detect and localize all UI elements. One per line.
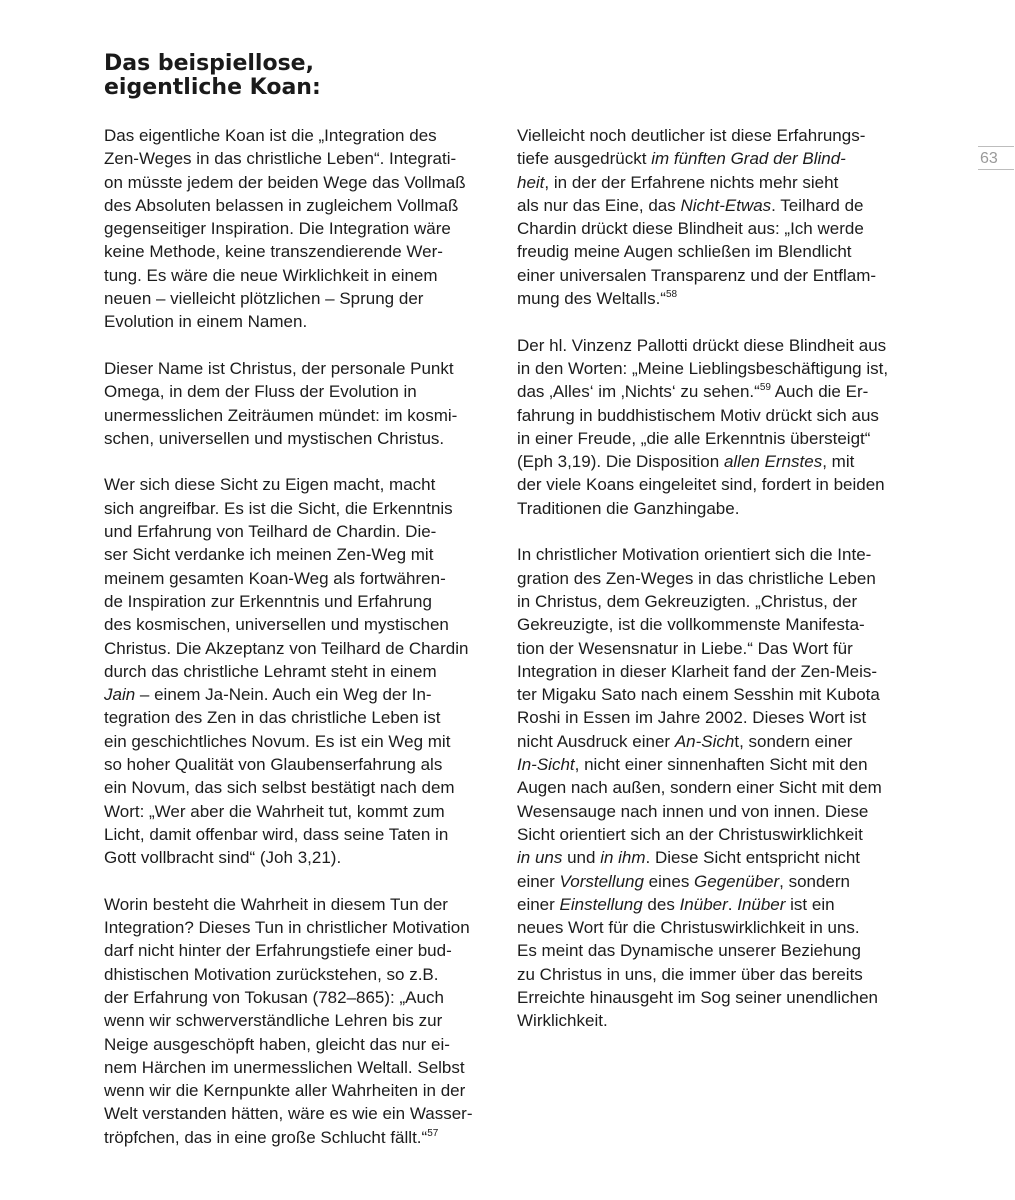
text-line [104,497,484,520]
text-segment: eines [643,871,695,891]
text-segment: nicht Ausdruck einer [517,731,675,751]
italic-text: An-Sich [674,731,735,751]
italic-text: im fünften Grad der Blind- [651,149,846,169]
text-segment: Traditionen die Ganzhingabe. [517,498,740,518]
text-segment: dhistischen Motivation zurückstehen, so z.B. [104,964,439,984]
text-segment: meinem gesamten Koan-Weg als fortwähren- [104,568,446,588]
text-line [517,800,897,823]
text-segment: schen, universellen und mystischen Christus. [104,428,445,448]
text-line [517,357,897,380]
italic-text: Gegenüber [694,871,780,891]
text-line [104,1056,484,1079]
italic-text: Nicht-Etwas [680,195,772,215]
text-segment: der Erfahrung von Tokusan (782–865): „Auch [104,987,444,1007]
text-line [517,264,897,287]
text-line [104,264,484,287]
text-segment: darf nicht hinter der Erfahrungstiefe einer bud- [104,941,452,961]
paragraph-gap [104,870,484,893]
text-line [517,194,897,217]
text-segment: durch das christliche Lehramt steht in einem [104,661,437,681]
text-segment: Integration? Dieses Tun in christlicher Motivation [104,918,470,938]
text-line [104,800,484,823]
italic-text: in uns [517,848,563,868]
text-line [104,590,484,613]
text-segment: ist ein [785,894,835,914]
text-line [104,380,484,403]
text-segment: Welt verstanden hätten, wäre es wie ein Wasser- [104,1104,473,1124]
text-segment: . [727,894,738,914]
paragraph-gap [517,520,897,543]
text-segment: Licht, damit offenbar wird, dass seine Taten in [104,824,449,844]
page-title [104,52,321,100]
text-line [517,939,897,962]
text-segment: t, sondern einer [734,731,853,751]
text-segment: Omega, in dem der Fluss der Evolution in [104,382,417,402]
text-segment: einer [517,871,560,891]
text-line [517,753,897,776]
text-segment: nem Härchen im unermesslichen Weltall. Selbst [104,1057,465,1077]
text-line [104,194,484,217]
text-line [517,124,897,147]
text-segment: Zen-Weges in das christliche Leben“. Integrati- [104,149,457,169]
text-segment: . Diese Sicht entspricht nicht [645,848,861,868]
text-segment: Das eigentliche Koan ist die „Integration des [104,126,437,145]
text-line [517,217,897,240]
text-line [104,1102,484,1125]
text-line [104,427,484,450]
text-line [104,939,484,962]
title-line: Das beispiellose, [104,51,314,76]
text-line [104,240,484,263]
text-segment: und [562,848,601,868]
text-segment: des Absoluten belassen in zugleichem Vollmaß [104,195,459,215]
text-segment: on müsste jedem der beiden Wege das Vollmaß [104,172,466,192]
title-line: eigentliche Koan: [104,75,321,100]
text-line [517,683,897,706]
text-segment: fahrung in buddhistischem Motiv drückt sich aus [517,405,879,425]
text-line [104,776,484,799]
italic-text: Vorstellung [559,871,644,891]
text-segment: wenn wir schwerverständliche Lehren bis zur [104,1011,443,1031]
text-line [517,543,897,566]
text-line [517,404,897,427]
text-segment: Chardin drückt diese Blindheit aus: „Ich werde [517,219,864,239]
text-segment: Wer sich diese Sicht zu Eigen macht, macht [104,475,436,495]
text-segment: . Teilhard de [771,195,864,215]
text-line [104,637,484,660]
text-segment: Neige ausgeschöpft haben, gleicht das nur ei- [104,1034,450,1054]
text-segment: Der hl. Vinzenz Pallotti drückt diese Blindheit aus [517,335,887,355]
text-line [517,730,897,753]
text-line [104,846,484,869]
text-line [104,706,484,729]
italic-text: allen Ernstes [723,452,823,472]
text-line [104,124,484,147]
italic-text: heit [517,172,545,192]
text-line [104,171,484,194]
text-segment: gration des Zen-Weges in das christliche Leben [517,568,876,588]
text-line [104,730,484,753]
text-segment: , in der der Erfahrene nichts mehr sieht [544,172,839,192]
text-segment: In christlicher Motivation orientiert sich die Inte- [517,545,872,565]
right-text-column [517,124,897,1033]
paragraph-gap [104,334,484,357]
text-segment: Christus. Die Akzeptanz von Teilhard de Chardin [104,638,469,658]
text-segment: in den Worten: „Meine Lieblingsbeschäftigung ist, [517,358,889,378]
footnote-ref: 58 [665,289,678,301]
italic-text: in ihm [600,848,646,868]
text-line [104,613,484,636]
text-line [517,986,897,1009]
text-segment: (Eph 3,19). Die Disposition [517,452,724,472]
text-segment: tröpfchen, das in eine große Schlucht fällt.“ [104,1127,428,1147]
text-segment: Integration in dieser Klarheit fand der Zen-Meis- [517,661,878,681]
text-line [517,334,897,357]
text-segment: mung des Weltalls.“ [517,289,666,309]
text-line [517,473,897,496]
text-line [517,567,897,590]
text-segment: Dieser Name ist Christus, der personale Punkt [104,358,454,378]
text-line [104,1126,484,1149]
footnote-ref: 57 [427,1127,439,1139]
text-line [517,893,897,916]
text-segment: Wort: „Wer aber die Wahrheit tut, kommt zum [104,801,445,821]
text-segment: des [642,894,680,914]
italic-text: In-Sicht [517,755,575,775]
text-line [104,520,484,543]
text-line [104,287,484,310]
text-segment: Sicht orientiert sich an der Christuswirklichkeit [517,824,863,844]
text-line [517,380,897,403]
text-line [517,287,897,310]
text-segment: Es meint das Dynamische unserer Beziehung [517,941,861,961]
text-segment: tion der Wesensnatur in Liebe.“ Das Wort für [517,638,853,658]
text-line [517,147,897,170]
text-line [104,473,484,496]
text-segment: keine Methode, keine transzendierende Wer- [104,242,443,262]
text-segment: so hoher Qualität von Glaubenserfahrung als [104,755,443,775]
text-segment: wenn wir die Kernpunkte aller Wahrheiten in der [104,1081,466,1101]
text-segment: tiefe ausgedrückt [517,149,652,169]
text-segment: das ‚Alles‘ im ‚Nichts‘ zu sehen.“ [517,382,760,402]
text-segment: als nur das Eine, das [517,195,681,215]
italic-text: Jain [104,685,136,705]
text-segment: ser Sicht verdanke ich meinen Zen-Weg mit [104,545,434,565]
text-segment: de Inspiration zur Erkenntnis und Erfahrung [104,591,432,611]
text-line [104,753,484,776]
text-segment: tung. Es wäre die neue Wirklichkeit in einem [104,265,438,285]
text-line [104,1009,484,1032]
text-segment: einer [517,894,560,914]
text-line [517,171,897,194]
text-segment: Evolution in einem Namen. [104,312,308,332]
italic-text: Inüber [737,894,786,914]
text-line [104,1033,484,1056]
text-segment: einer universalen Transparenz und der Entflam- [517,265,877,285]
text-line [517,1009,897,1032]
text-line [104,310,484,333]
paragraph-gap [104,450,484,473]
text-segment: freudig meine Augen schließen im Blendlicht [517,242,852,262]
text-segment: Worin besteht die Wahrheit in diesem Tun der [104,894,448,914]
text-segment: Gekreuzigte, ist die vollkommenste Manifesta- [517,615,865,635]
text-segment: , mit [822,452,855,472]
text-line [517,846,897,869]
text-segment: Augen nach außen, sondern einer Sicht mit dem [517,778,882,798]
text-line [104,916,484,939]
text-segment: Vielleicht noch deutlicher ist diese Erfahrungs- [517,126,866,145]
text-segment: Wesensauge nach innen und von innen. Diese [517,801,869,821]
text-line [517,450,897,473]
text-line [104,1079,484,1102]
text-line [517,240,897,263]
text-line [517,706,897,729]
paragraph-gap [517,310,897,333]
text-segment: , sondern [779,871,851,891]
text-segment: Erreichte hinausgeht im Sog seiner unendlichen [517,987,879,1007]
text-line [517,427,897,450]
text-line [517,963,897,986]
text-line [517,637,897,660]
text-segment: , nicht einer sinnenhaften Sicht mit den [574,755,868,775]
text-segment: neues Wort für die Christuswirklichkeit in uns. [517,918,860,938]
footnote-ref: 59 [759,382,771,394]
text-line [104,567,484,590]
text-line [104,217,484,240]
page-number: 63 [978,146,1014,170]
text-line [104,893,484,916]
text-line [104,660,484,683]
text-segment: zu Christus in uns, die immer über das bereits [517,964,863,984]
text-segment: in Christus, dem Gekreuzigten. „Christus, der [517,591,858,611]
text-segment: ein geschichtliches Novum. Es ist ein Weg mit [104,731,451,751]
text-segment: neuen – vielleicht plötzlichen – Sprung der [104,289,424,309]
text-segment: ter Migaku Sato nach einem Sesshin mit Kubota [517,685,880,705]
italic-text: Inüber [679,894,728,914]
text-line [104,823,484,846]
text-segment: Auch die Er- [770,382,869,402]
text-segment: und Erfahrung von Teilhard de Chardin. Die- [104,522,437,542]
text-line [104,357,484,380]
text-segment: sich angreifbar. Es ist die Sicht, die Erkenntnis [104,498,453,518]
text-line [517,660,897,683]
text-segment: – einem Ja-Nein. Auch ein Weg der In- [135,685,432,705]
text-line [517,823,897,846]
text-line [104,986,484,1009]
text-segment: gegenseitiger Inspiration. Die Integration wäre [104,219,451,239]
text-segment: Gott vollbracht sind“ (Joh 3,21). [104,848,342,868]
text-segment: des kosmischen, universellen und mystischen [104,615,449,635]
text-line [517,613,897,636]
text-line [104,963,484,986]
text-segment: ein Novum, das sich selbst bestätigt nach dem [104,778,455,798]
text-line [104,404,484,427]
text-line [104,683,484,706]
text-segment: Roshi in Essen im Jahre 2002. Dieses Wort ist [517,708,867,728]
text-segment: der viele Koans eingeleitet sind, fordert in beiden [517,475,885,495]
text-line [517,870,897,893]
left-text-column [104,124,484,1149]
text-segment: tegration des Zen in das christliche Leben ist [104,708,441,728]
text-segment: Wirklichkeit. [517,1011,608,1031]
italic-text: Einstellung [559,894,643,914]
text-line [104,543,484,566]
text-line [517,916,897,939]
text-line [517,776,897,799]
text-line [517,497,897,520]
text-segment: unermesslichen Zeiträumen mündet: im kosmi- [104,405,458,425]
text-line [517,590,897,613]
text-line [104,147,484,170]
text-segment: in einer Freude, „die alle Erkenntnis übersteigt“ [517,428,871,448]
